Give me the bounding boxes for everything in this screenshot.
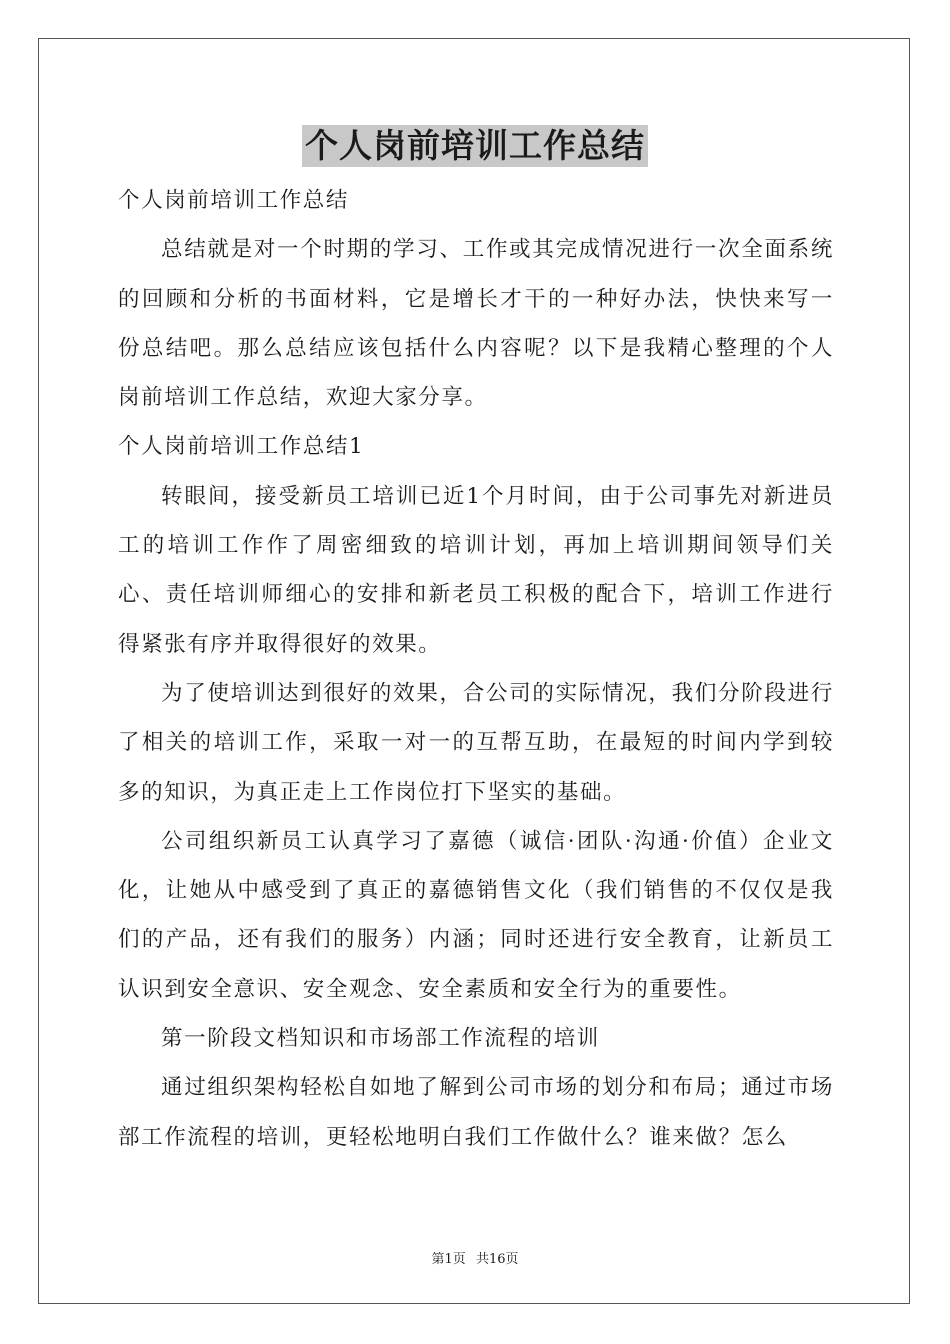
paragraph: 通过组织架构轻松自如地了解到公司市场的划分和布局；通过市场部工作流程的培训，更轻松地明白我们工作做什么？谁来做？怎么: [118, 1075, 834, 1150]
paragraph: 总结就是对一个时期的学习、工作或其完成情况进行一次全面系统的回顾和分析的书面材料，它是增长才干的一种好办法，快快来写一份总结吧。那么总结应该包括什么内容呢？以下是我精心整理的个人岗前培训工作总结，欢迎大家分享。: [118, 237, 834, 411]
paragraph: 个人岗前培训工作总结: [118, 188, 350, 213]
page-total: 共16页: [475, 1252, 519, 1267]
paragraph: 个人岗前培训工作总结1: [118, 434, 365, 460]
page-number: 第1页: [431, 1252, 466, 1267]
paragraph: 公司组织新员工认真学习了嘉德（诚信·团队·沟通·价值）企业文化，让她从中感受到了真正的嘉德销售文化（我们销售的不仅仅是我们的产品，还有我们的服务）内涵；同时还进行安全教育，让新员工认识到安全意识、安全观念、安全素质和安全行为的重要性。: [118, 828, 834, 1002]
title-container: [0, 125, 950, 167]
paragraph: 为了使培训达到很好的效果，合公司的实际情况，我们分阶段进行了相关的培训工作，采取一对一的互帮互助，在最短的时间内学到较多的知识，为真正走上工作岗位打下坚实的基础。: [118, 680, 834, 805]
paragraph: 第一阶段文档知识和市场部工作流程的培训: [161, 1026, 600, 1052]
document-title: 个人岗前培训工作总结: [302, 125, 648, 167]
page-footer: [0, 1248, 950, 1267]
document-body: [118, 176, 834, 1162]
paragraph: 转眼间，接受新员工培训已近1个月时间，由于公司事先对新进员工的培训工作作了周密细致的培训计划，再加上培训期间领导们关心、责任培训师细心的安排和新老员工积极的配合下，培训工作进行得紧张有序并取得很好的效果。: [118, 483, 834, 657]
